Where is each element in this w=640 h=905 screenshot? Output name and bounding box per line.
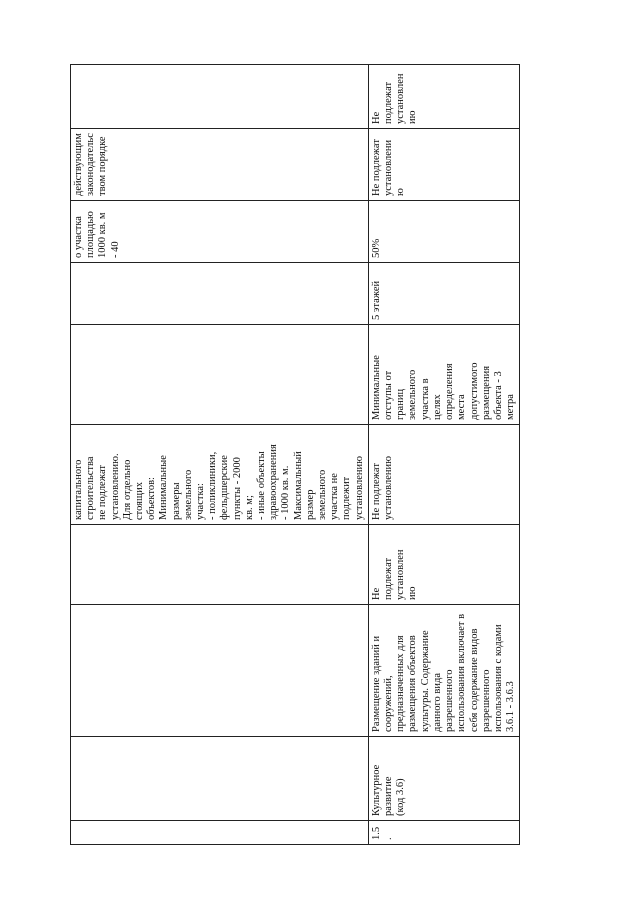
- cell-text: Не подлежат установлению: [370, 139, 407, 196]
- rotated-table-wrapper: [70, 65, 517, 845]
- table-cell: [368, 325, 519, 425]
- table-cell: [368, 129, 519, 201]
- table-cell: [368, 65, 519, 129]
- land-use-regulations-table: [70, 64, 520, 845]
- table-cell: [71, 737, 369, 821]
- max-coverage: 50%: [370, 238, 382, 258]
- table-cell: [71, 325, 369, 425]
- table-cell: [368, 605, 519, 737]
- table-cell: [368, 821, 519, 845]
- table-cell: [368, 425, 519, 525]
- max-floors: 5 этажей: [370, 280, 382, 320]
- cell-text: Не подлежат установлению: [370, 456, 395, 520]
- table-cell: [71, 129, 369, 201]
- cell-text: о участка площадью 1000 кв. м - 40: [73, 211, 121, 258]
- cell-text: Не подлежат установлению: [370, 73, 419, 124]
- use-type-description: Размещение зданий и сооружений, предназначенных для размещения объектов культуры. Содержание данного вида разрешенного использования включает в себя содержание видов разрешенного использования с кодами 3.6.1 - 3.6.3: [370, 613, 517, 732]
- table-cell: [368, 737, 519, 821]
- cell-text: капитального строительства не подлежат установлению. Для отдельно стоящих объектов: Минимальные размеры земельного участка: - поликлиники, фельдшерские пункты - 2000 кв. м; - иные объекты здравоохранения - 1000 кв. м. Максимальный размер земельного участка не подлежит установлению: [73, 444, 365, 520]
- table-cell: [71, 525, 369, 605]
- table-cell: [368, 525, 519, 605]
- table-cell: [71, 605, 369, 737]
- table-cell: [71, 201, 369, 263]
- row-number: 1.5.: [370, 826, 395, 840]
- table-cell: [368, 263, 519, 325]
- use-type-name: Культурное развитие (код 3.6): [370, 764, 407, 816]
- table-cell: [71, 263, 369, 325]
- table-cell: [368, 201, 519, 263]
- table-cell: [71, 65, 369, 129]
- cell-text: Не подлежат установлен ию: [370, 549, 419, 600]
- table-row: [71, 65, 369, 845]
- table-cell: [71, 821, 369, 845]
- cell-text: действующим законодательс твом порядке: [73, 133, 109, 196]
- table-row: [368, 65, 519, 845]
- table-cell: [71, 425, 369, 525]
- setback-requirements: Минимальные отступы от границ земельного участка в целях определения места допустимого размещения объекта - 3 метра: [370, 355, 517, 420]
